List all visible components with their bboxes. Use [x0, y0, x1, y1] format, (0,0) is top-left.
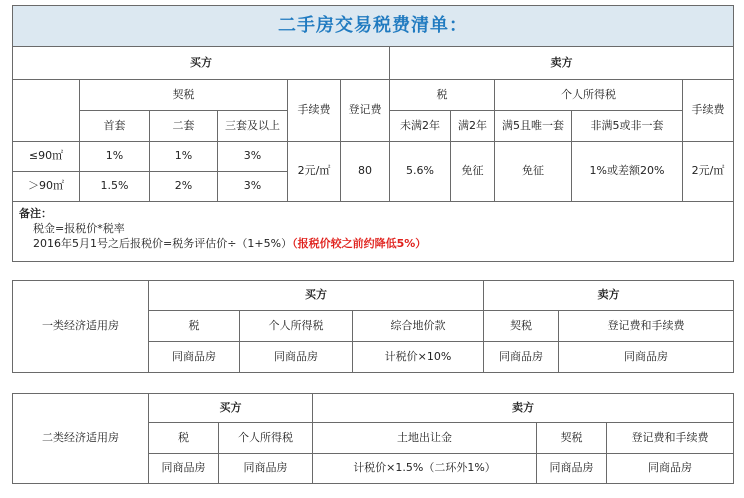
- notes-line-2-text: 2016年5月1号之后报税价=税务评估价÷（1+5%）: [33, 237, 293, 250]
- under-2-years-header: 未满2年: [390, 111, 451, 142]
- first-home-header: 首套: [80, 111, 150, 142]
- buyer-fee-header: 手续费: [288, 80, 341, 142]
- seller-fee-value: 2元/㎡: [683, 142, 734, 202]
- over-2-years-header: 满2年: [451, 111, 495, 142]
- third-home-header: 三套及以上: [218, 111, 288, 142]
- not-5-only-header: 非满5或非一套: [572, 111, 683, 142]
- income-not-5-value: 1%或差额20%: [572, 142, 683, 202]
- class1-deed-value: 同商品房: [484, 342, 559, 373]
- income-tax-header: 个人所得税: [495, 80, 683, 111]
- class1-reg-value: 同商品房: [559, 342, 734, 373]
- class2-seller-header: 卖方: [313, 394, 734, 423]
- class2-tax-header: 税: [149, 423, 219, 454]
- main-tax-table: [12, 5, 734, 262]
- income-over-5-value: 免征: [495, 142, 572, 202]
- class2-reg-header: 登记费和手续费: [607, 423, 734, 454]
- third-home-small-rate: 3%: [218, 142, 288, 172]
- class1-land-value: 计税价×10%: [353, 342, 484, 373]
- tax-under-2-value: 5.6%: [390, 142, 451, 202]
- first-home-large-rate: 1.5%: [80, 172, 150, 202]
- class1-income-value: 同商品房: [240, 342, 353, 373]
- notes-highlight: （报税价较之前约降低5%）: [292, 237, 427, 250]
- class1-housing-table: [12, 280, 734, 373]
- class2-buyer-header: 买方: [149, 394, 313, 423]
- second-home-large-rate: 2%: [150, 172, 218, 202]
- class1-label: 一类经济适用房: [13, 281, 149, 373]
- seller-header: 卖方: [390, 47, 734, 80]
- class1-deed-header: 契税: [484, 311, 559, 342]
- buyer-fee-value: 2元/㎡: [288, 142, 341, 202]
- notes-label: 备注：: [19, 207, 52, 220]
- class2-deed-header: 契税: [537, 423, 607, 454]
- empty-corner: [13, 80, 80, 142]
- class1-land-header: 综合地价款: [353, 311, 484, 342]
- tax-over-2-value: 免征: [451, 142, 495, 202]
- class1-buyer-header: 买方: [149, 281, 484, 311]
- registration-fee-value: 80: [341, 142, 390, 202]
- third-home-large-rate: 3%: [218, 172, 288, 202]
- notes-section: [13, 202, 734, 262]
- second-home-header: 二套: [150, 111, 218, 142]
- deed-tax-header: 契税: [80, 80, 288, 111]
- class2-income-value: 同商品房: [219, 454, 313, 484]
- area-large-label: ＞90㎡: [13, 172, 80, 202]
- class1-seller-header: 卖方: [484, 281, 734, 311]
- class2-label: 二类经济适用房: [13, 394, 149, 484]
- first-home-small-rate: 1%: [80, 142, 150, 172]
- class1-income-header: 个人所得税: [240, 311, 353, 342]
- buyer-header: 买方: [13, 47, 390, 80]
- notes-line-1: 税金=报税价*税率: [33, 222, 125, 235]
- page-title: 二手房交易税费清单：: [13, 6, 734, 47]
- seller-fee-header: 手续费: [683, 80, 734, 142]
- over-5-only-header: 满5且唯一套: [495, 111, 572, 142]
- class2-tax-value: 同商品房: [149, 454, 219, 484]
- registration-fee-header: 登记费: [341, 80, 390, 142]
- class1-tax-value: 同商品房: [149, 342, 240, 373]
- class2-income-header: 个人所得税: [219, 423, 313, 454]
- class2-reg-value: 同商品房: [607, 454, 734, 484]
- area-small-label: ≤90㎡: [13, 142, 80, 172]
- class1-reg-header: 登记费和手续费: [559, 311, 734, 342]
- class2-deed-value: 同商品房: [537, 454, 607, 484]
- notes-line-2: [19, 236, 727, 251]
- class2-housing-table: [12, 393, 734, 484]
- class2-land-header: 土地出让金: [313, 423, 537, 454]
- class2-land-value: 计税价×1.5%（二环外1%）: [313, 454, 537, 484]
- seller-tax-header: 税: [390, 80, 495, 111]
- second-home-small-rate: 1%: [150, 142, 218, 172]
- class1-tax-header: 税: [149, 311, 240, 342]
